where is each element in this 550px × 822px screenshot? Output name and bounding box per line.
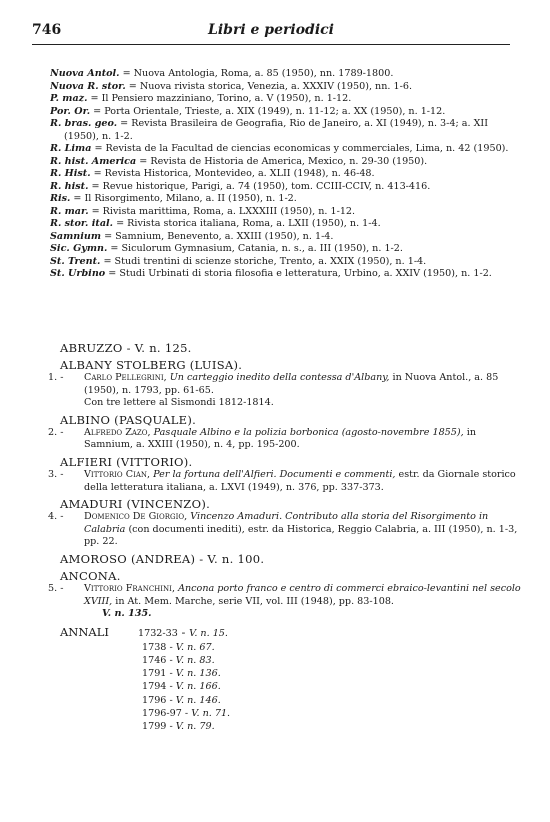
abbreviation-key: R. hist. xyxy=(50,180,89,192)
entry-number: 4. - xyxy=(48,511,64,523)
abbreviation-entry xyxy=(50,206,524,219)
annali-row: 1746 - V. n. 83. xyxy=(142,654,215,666)
abbreviation-key: Ris. xyxy=(50,193,71,204)
annali-row: 1796-97 - V. n. 71. xyxy=(142,707,231,719)
entry-title: Pasquale Albino e la polizia borbonica (agosto-novembre 1855), xyxy=(153,426,464,438)
abbreviation-key: St. Trent. xyxy=(50,255,101,267)
annali-year: 1746 xyxy=(142,654,167,666)
abbreviation-key: R. Lima xyxy=(50,143,92,154)
abbreviation-entry xyxy=(50,93,524,106)
abbreviation-key: Sic. Gymn. xyxy=(50,243,108,254)
abbreviation-expansion: = Siculorum Gymnasium, Catania, n. s., a. III (1950), n. 1-2. xyxy=(107,243,403,254)
abbreviation-key: Nuova Antol. xyxy=(50,68,120,79)
abbreviation-expansion: = Samnium, Benevento, a. XXIII (1950), n. 1-4. xyxy=(101,230,334,242)
annali-block: ANNALI 1732-33 - V. n. 15. xyxy=(60,624,228,639)
entry-author: Vittorio Franchini, xyxy=(84,582,175,594)
abbreviation-key: St. Urbino xyxy=(50,268,106,279)
abbreviations-list xyxy=(50,68,524,281)
bibliography-entry xyxy=(48,583,524,608)
entry-title: Vincenzo Amaduri. Contributo alla storia del Risorgimento in Calabria xyxy=(84,511,489,535)
cross-reference: V. n. 135. xyxy=(102,608,152,620)
entry-citation: estr. da Giornale storico della letteratura italiana, a. LXVI (1949), n. 376, pp. 337-373. xyxy=(84,468,516,493)
abbreviation-entry xyxy=(50,268,524,281)
header-rule xyxy=(32,44,510,45)
bibliography-entry xyxy=(48,372,524,397)
entry-number: 3. - xyxy=(48,468,64,480)
entry-citation: in At. Mem. Marche, serie VII, vol. III (1948), pp. 83-108. xyxy=(115,595,394,607)
abbreviation-key: Nuova R. stor. xyxy=(50,80,126,92)
entry-number: 5. - xyxy=(48,582,64,594)
abbreviation-entry xyxy=(50,193,524,206)
abbreviation-entry xyxy=(50,106,524,119)
abbreviation-entry xyxy=(50,231,524,244)
annali-year: 1796-97 xyxy=(142,707,182,719)
abbreviation-key: R. mar. xyxy=(50,205,89,217)
section-heading: ANCONA. xyxy=(60,568,121,583)
bibliography-entry xyxy=(48,511,524,549)
section-heading: ABRUZZO - V. n. 125. xyxy=(60,341,192,355)
entry-number: 1. - xyxy=(48,372,64,383)
annali-row: 1738 - V. n. 67. xyxy=(142,641,215,653)
abbreviation-key: R. bras. geo. xyxy=(50,118,118,129)
entry-citation: in Nuova Antol., a. 85 (1950), n. 1793, pp. 61-65. xyxy=(84,372,499,396)
abbreviation-expansion: = Il Risorgimento, Milano, a. II (1950), n. 1-2. xyxy=(70,193,297,204)
annali-ref: V. n. 71. xyxy=(191,707,231,719)
abbreviation-expansion: = Revista Historica, Montevideo, a. XLII (1948), n. 46-48. xyxy=(90,168,375,179)
annali-year: 1732-33 xyxy=(138,627,178,639)
entry-note: Con tre lettere al Sismondi 1812-1814. xyxy=(84,397,274,409)
abbreviation-expansion: = Rivista marittima, Roma, a. LXXXIII (1950), n. 1-12. xyxy=(88,205,356,217)
entry-title: Un carteggio inedito della contessa d'Albany, xyxy=(169,372,390,383)
bibliography-entries xyxy=(48,338,524,733)
abbreviation-expansion: = Revue historique, Parigi, a. 74 (1950), tom. CCIII-CCIV, n. 413-416. xyxy=(88,180,431,192)
bibliography-entry xyxy=(48,469,524,494)
abbreviation-expansion: = Revista de la Facultad de ciencias economicas y commerciales, Lima, n. 42 (1950). xyxy=(91,143,509,154)
abbreviation-expansion: = Studi Urbinati di storia filosofia e letteratura, Urbino, a. XXIV (1950), n. 1-2. xyxy=(105,268,492,279)
annali-ref: V. n. 67. xyxy=(175,641,215,653)
abbreviation-entry xyxy=(50,256,524,269)
entry-author: Carlo Pellegrini, xyxy=(84,372,167,383)
abbreviation-entry xyxy=(50,68,524,81)
annali-ref: V. n. 79. xyxy=(175,720,215,732)
entry-title: Ancona porto franco e centro di commerci ebraico-levantini nel secolo XVIII, xyxy=(84,582,521,607)
section-heading: AMADURI (VINCENZO). xyxy=(60,497,211,512)
entry-title: Per la fortuna dell'Alfieri. Documenti e commenti, xyxy=(153,468,396,480)
abbreviation-entry xyxy=(50,218,524,231)
abbreviation-entry xyxy=(50,156,524,169)
annali-row: 1791 - V. n. 136. xyxy=(142,668,221,680)
section-heading: ALBINO (PASQUALE). xyxy=(60,412,197,427)
page-header xyxy=(32,22,510,42)
annali-year: 1791 xyxy=(142,668,167,680)
entry-number: 2. - xyxy=(48,426,64,438)
abbreviation-key: P. maz. xyxy=(50,93,88,104)
abbreviation-key: Por. Or. xyxy=(50,105,91,117)
entry-author: Alfredo Zazo, xyxy=(84,426,151,438)
annali-ref: V. n. 83. xyxy=(175,654,215,666)
abbreviation-expansion: = Nuova Antologia, Roma, a. 85 (1950), nn. 1789-1800. xyxy=(119,68,394,79)
abbreviation-entry xyxy=(50,168,524,181)
abbreviation-expansion: = Porta Orientale, Trieste, a. XIX (1949), n. 11-12; a. XX (1950), n. 1-12. xyxy=(90,105,446,117)
entry-author: Vittorio Cian, xyxy=(84,468,151,480)
annali-ref: V. n. 146. xyxy=(175,694,221,706)
abbreviation-entry xyxy=(50,243,524,256)
abbreviation-expansion: = Rivista storica italiana, Roma, a. LXII (1950), n. 1-4. xyxy=(113,218,381,229)
abbreviation-entry xyxy=(50,118,524,143)
entry-author: Domenico De Giorgio, xyxy=(84,511,188,523)
bibliography-entry xyxy=(48,427,524,452)
section-heading: ALFIERI (VITTORIO). xyxy=(60,454,193,469)
abbreviation-entry xyxy=(50,181,524,194)
abbreviation-expansion: = Studi trentini di scienze storiche, Trento, a. XXIX (1950), n. 1-4. xyxy=(100,255,427,267)
annali-year: 1794 xyxy=(142,681,167,693)
annali-row: 1794 - V. n. 166. xyxy=(142,681,221,693)
annali-year: 1799 xyxy=(142,720,167,732)
page-number: 746 xyxy=(32,22,62,38)
abbreviation-expansion: = Revista Brasileira de Geografia, Rio de Janeiro, a. XI (1949), n. 3-4; a. XII (1950), n. 1-2. xyxy=(64,118,489,142)
entry-citation: in Samnium, a. XXIII (1950), n. 4, pp. 195-200. xyxy=(84,426,476,451)
abbreviation-expansion: = Nuova rivista storica, Venezia, a. XXXIV (1950), nn. 1-6. xyxy=(125,80,413,92)
abbreviation-key: R. Hist. xyxy=(50,168,91,179)
abbreviation-key: Samnium xyxy=(50,230,102,242)
abbreviation-expansion: = Revista de Historia de America, Mexico, n. 29-30 (1950). xyxy=(136,155,428,167)
abbreviation-entry xyxy=(50,81,524,94)
entry-citation: (con documenti inediti), estr. da Historica, Reggio Calabria, a. III (1950), n. 1-3, pp. 22. xyxy=(84,523,518,548)
section-heading: AMOROSO (ANDREA) - V. n. 100. xyxy=(60,551,265,566)
annali-year: 1738 xyxy=(142,641,167,653)
running-title: Libri e periodici xyxy=(208,22,334,38)
annali-ref: V. n. 166. xyxy=(175,681,221,693)
annali-ref: V. n. 15. xyxy=(189,627,228,639)
annali-row: 1796 - V. n. 146. xyxy=(142,694,221,706)
abbreviation-key: R. stor. ital. xyxy=(50,218,114,229)
annali-year: 1796 xyxy=(142,694,167,706)
section-heading: ALBANY STOLBERG (LUISA). xyxy=(60,358,243,372)
abbreviation-expansion: = Il Pensiero mazziniano, Torino, a. V (1950), n. 1-12. xyxy=(87,93,352,104)
abbreviation-key: R. hist. America xyxy=(50,155,137,167)
annali-row: 1799 - V. n. 79. xyxy=(142,720,215,732)
annali-label: ANNALI xyxy=(60,624,109,639)
annali-ref: V. n. 136. xyxy=(175,668,221,680)
abbreviation-entry xyxy=(50,143,524,156)
